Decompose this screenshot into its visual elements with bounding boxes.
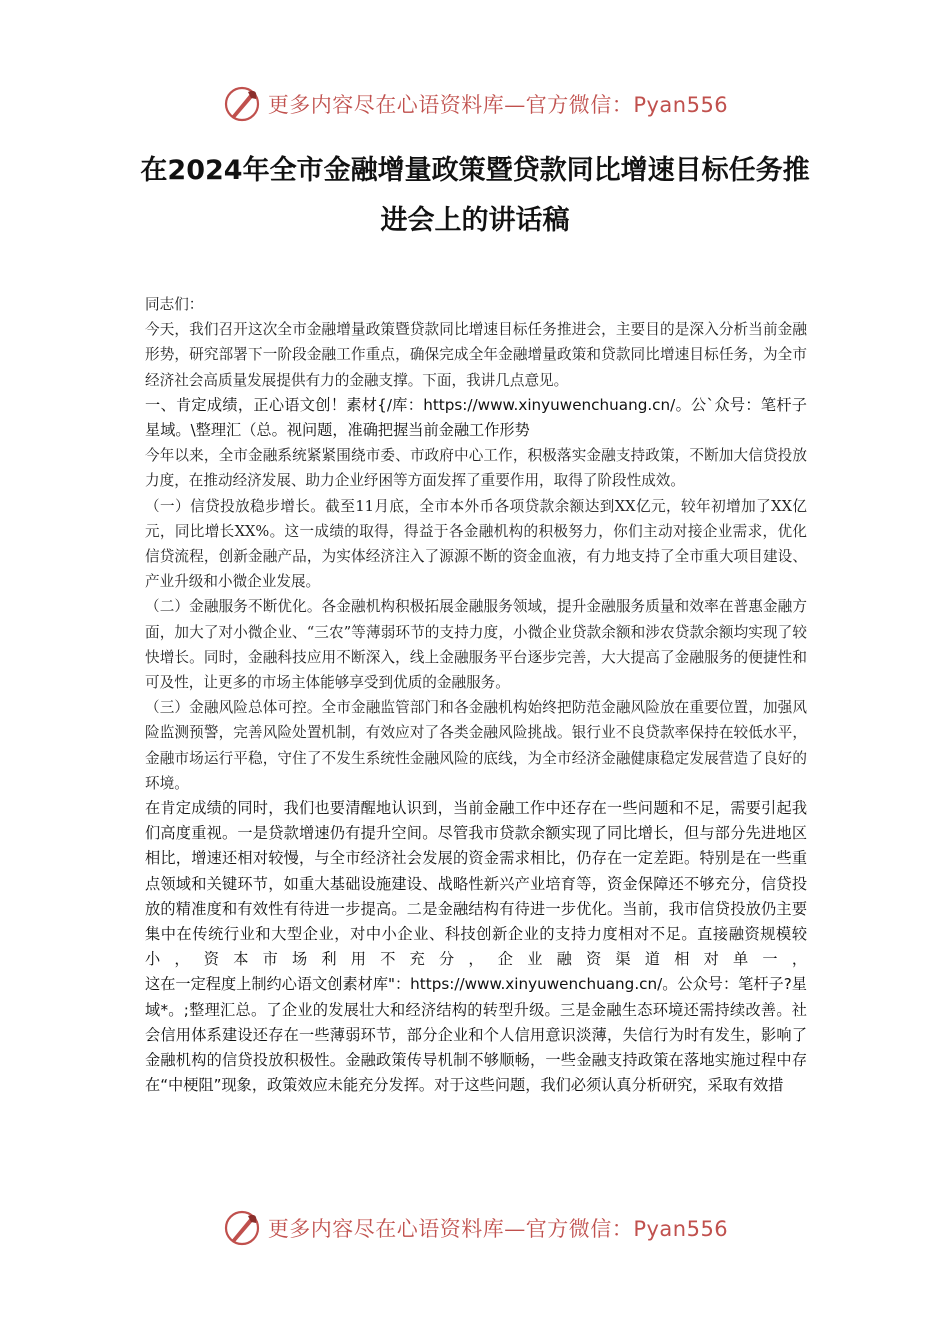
greeting: 同志们： xyxy=(145,296,204,313)
body-paragraph: （二）金融服务不断优化。各金融机构积极拓展金融服务领域，提升金融服务质量和效率在普惠金融方面，加大了对小微企业、“三农”等薄弱环节的支持力度，小微企业贷款余额和涉农贷款余额均实现了较快增长。同时，金融科技应用不断深入，线上金融服务平台逐步完善，大大提高了金融服务的便捷性和可及性，让更多的市场主体能够享受到优质的金融服务。 xyxy=(145,598,807,692)
quill-pen-logo-icon xyxy=(222,1208,262,1248)
document-body xyxy=(145,292,807,1099)
document-title: 在2024年全市金融增量政策暨贷款同比增速目标任务推进会上的讲话稿 xyxy=(140,155,810,236)
intro-paragraph: 今天，我们召开这次全市金融增量政策暨贷款同比增速目标任务推进会，主要目的是深入分析当前金融形势，研究部署下一阶段金融工作重点，确保完成全年金融增量政策和贷款同比增速目标任务，为全市经济社会高质量发展提供有力的金融支撑。下面，我讲几点意见。 xyxy=(145,321,807,389)
body-paragraph-sans: 在肯定成绩的同时，我们也要清醒地认识到，当前金融工作中还存在一些问题和不足，需要引起我们高度重视。一是贷款增速仍有提升空间。尽管我市贷款余额实现了同比增长，但与部分先进地区相比，增速还相对较慢，与全市经济社会发展的资金需求相比，仍存在一定差距。特别是在一些重点领域和关键环节，如重大基础设施建设、战略性新兴产业培育等，资金保障还不够充分，信贷投放的精准度和有效性有待进一步提高。二是金融结构有待进一步优化。当前，我市信贷投放仍主要集中在传统行业和大型企业，对中小企业、科技创新企业的支持力度相对不足。直接融资规模较小，资本市场利用不充分，企业融资渠道相对单一， xyxy=(145,799,807,969)
body-paragraph: 今年以来，全市金融系统紧紧围绕市委、市政府中心工作，积极落实金融支持政策，不断加大信贷投放力度，在推动经济发展、助力企业纾困等方面发挥了重要作用，取得了阶段性成效。 xyxy=(145,447,807,490)
watermark-banner-bottom xyxy=(0,1206,950,1250)
section-heading-1: 一、肯定成绩，正心语文创！素材{/库：https://www.xinyuwenchuang.cn/。公`众号：笔杆子星域。\整理汇（总。视问题，准确把握当前金融工作形势 xyxy=(145,395,807,440)
quill-pen-logo-icon xyxy=(222,84,262,124)
watermark-text: 更多内容尽在心语资料库—官方微信：Pyan556 xyxy=(267,1217,729,1241)
body-paragraph: （三）金融风险总体可控。全市金融监管部门和各金融机构始终把防范金融风险放在重要位置，加强风险监测预警，完善风险处置机制，有效应对了各类金融风险挑战。银行业不良贷款率保持在较低水平，金融市场运行平稳，守住了不发生系统性金融风险的底线，为全市经济金融健康稳定发展营造了良好的环境。 xyxy=(145,699,807,792)
body-paragraph: （一）信贷投放稳步增长。截至11月底，全市本外币各项贷款余额达到XX亿元，较年初增加了XX亿元，同比增长XX%。这一成绩的取得，得益于各金融机构的积极努力，你们主动对接企业需求，优化信贷流程，创新金融产品，为实体经济注入了源源不断的资金血液，有力地支持了全市重大项目建设、产业升级和小微企业发展。 xyxy=(145,497,807,591)
watermark-text: 更多内容尽在心语资料库—官方微信：Pyan556 xyxy=(267,93,729,117)
body-paragraph-sans: 这在一定程度上制约心语文创素材库"：https://www.xinyuwenchuang.cn/。公众号：笔杆子?星域*。;整理汇总。了企业的发展壮大和经济结构的转型升级。三是金融生态环境还需持续改善。社会信用体系建设还存在一些薄弱环节，部分企业和个人信用意识淡薄，失信行为时有发生，影响了金融机构的信贷投放积极性。金融政策传导机制不够顺畅，一些金融支持政策在落地实施过程中存在“中梗阻”现象，政策效应未能充分发挥。对于这些问题，我们必须认真分析研究，采取有效措 xyxy=(145,975,807,1095)
watermark-banner-top xyxy=(0,82,950,126)
